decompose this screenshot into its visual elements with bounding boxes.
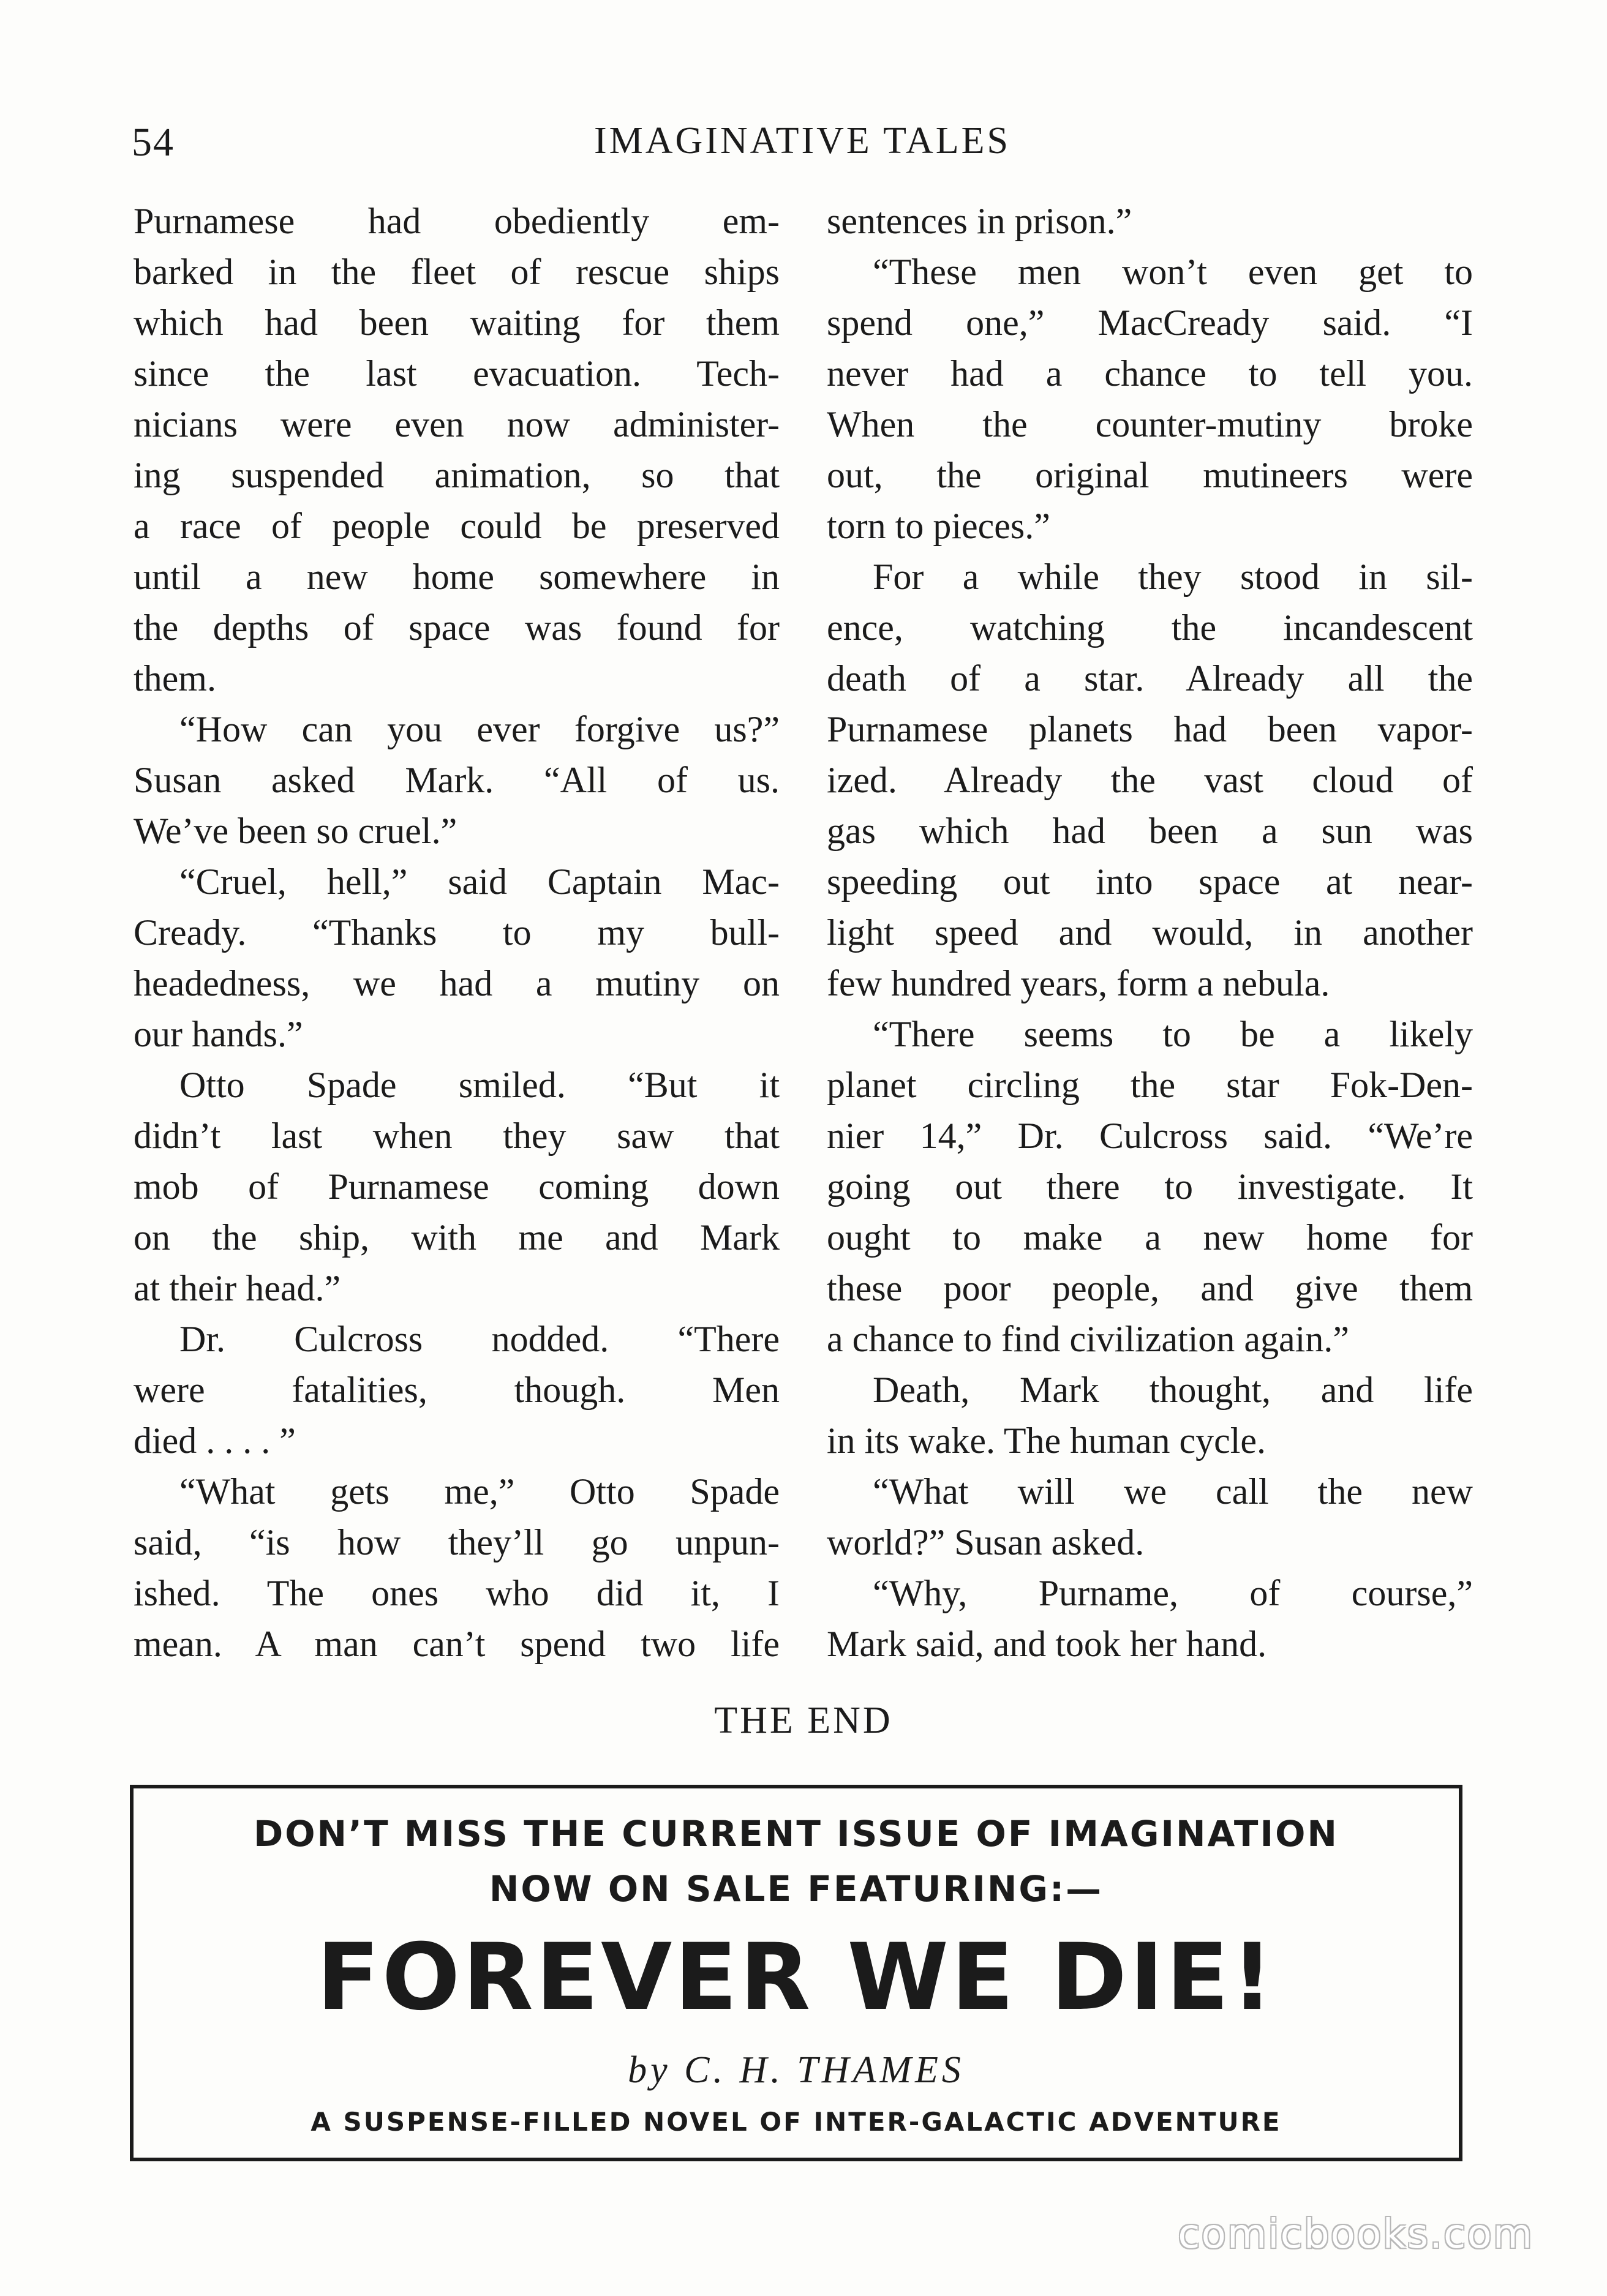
text-line: which had been waiting for them: [134, 302, 780, 343]
page-number: 54: [132, 120, 175, 165]
text-line: the depths of space was found for: [134, 607, 780, 648]
text-line: For a while they stood in sil-: [873, 557, 1473, 597]
text-line: out, the original mutineers were: [827, 455, 1473, 495]
text-line: didn’t last when they saw that: [134, 1116, 780, 1156]
text-line: on the ship, with me and Mark: [134, 1217, 780, 1258]
text-line: nicians were even now administer-: [134, 404, 780, 445]
text-line: “What will we call the new: [873, 1471, 1473, 1512]
text-line: our hands.”: [134, 1014, 303, 1054]
text-line: “Cruel, hell,” said Captain Mac-: [179, 861, 780, 902]
text-line: Death, Mark thought, and life: [873, 1370, 1473, 1410]
text-line: Dr. Culcross nodded. “There: [179, 1319, 780, 1359]
text-line: few hundred years, form a nebula.: [827, 963, 1330, 1004]
text-line: torn to pieces.”: [827, 506, 1050, 546]
text-line: a race of people could be preserved: [134, 506, 780, 546]
ad-tagline: A SUSPENSE-FILLED NOVEL OF INTER-GALACTIC ADVENTURE: [310, 2107, 1282, 2137]
text-column-left: [134, 196, 780, 1670]
text-line: ing suspended animation, so that: [134, 455, 780, 495]
text-line: “Why, Purname, of course,”: [873, 1573, 1473, 1613]
text-line: mob of Purnamese coming down: [134, 1166, 780, 1207]
text-line: Purnamese planets had been vapor-: [827, 709, 1473, 749]
text-line: said, “is how they’ll go unpun-: [134, 1522, 780, 1563]
ad-title: FOREVER WE DIE!: [317, 1924, 1276, 2031]
text-line: ought to make a new home for: [827, 1217, 1473, 1258]
text-line: “How can you ever forgive us?”: [179, 709, 780, 749]
text-line: sentences in prison.”: [827, 201, 1132, 241]
ad-subheadline: NOW ON SALE FEATURING:—: [489, 1868, 1104, 1910]
text-line: headedness, we had a mutiny on: [134, 963, 780, 1004]
text-line: When the counter-mutiny broke: [827, 404, 1473, 445]
text-column-right: [827, 196, 1473, 1670]
text-line: going out there to investigate. It: [827, 1166, 1473, 1207]
text-line: since the last evacuation. Tech-: [134, 353, 780, 394]
text-line: ished. The ones who did it, I: [134, 1573, 780, 1613]
ad-byline: by C. H. THAMES: [628, 2049, 965, 2091]
text-line: gas which had been a sun was: [827, 811, 1473, 851]
page-header: [132, 119, 1473, 174]
text-line: We’ve been so cruel.”: [134, 811, 457, 851]
text-line: “These men won’t even get to: [873, 252, 1473, 292]
text-line: planet circling the star Fok-Den-: [827, 1065, 1473, 1105]
the-end-label: THE END: [714, 1700, 893, 1741]
text-line: spend one,” MacCready said. “I: [827, 302, 1473, 343]
text-line: light speed and would, in another: [827, 912, 1473, 953]
text-line: “There seems to be a likely: [873, 1014, 1473, 1054]
text-line: them.: [134, 658, 216, 699]
text-line: nier 14,” Dr. Culcross said. “We’re: [827, 1116, 1473, 1156]
text-line: Mark said, and took her hand.: [827, 1624, 1267, 1664]
text-line: never had a chance to tell you.: [827, 353, 1473, 394]
text-line: until a new home somewhere in: [134, 557, 780, 597]
text-line: died . . . . ”: [134, 1420, 296, 1461]
text-line: world?” Susan asked.: [827, 1522, 1145, 1563]
text-line: Cready. “Thanks to my bull-: [134, 912, 780, 953]
text-line: speeding out into space at near-: [827, 861, 1473, 902]
running-head: IMAGINATIVE TALES: [593, 120, 1011, 162]
text-line: Otto Spade smiled. “But it: [179, 1065, 780, 1105]
text-line: ence, watching the incandescent: [827, 607, 1473, 648]
text-line: these poor people, and give them: [827, 1268, 1473, 1308]
text-line: “What gets me,” Otto Spade: [179, 1471, 780, 1512]
text-line: barked in the fleet of rescue ships: [134, 252, 780, 292]
text-line: ized. Already the vast cloud of: [827, 760, 1473, 800]
text-line: at their head.”: [134, 1268, 341, 1308]
text-line: Susan asked Mark. “All of us.: [134, 760, 780, 800]
advertisement-box: [130, 1785, 1462, 2161]
text-line: Purnamese had obediently em-: [134, 201, 780, 241]
ad-headline: DON’T MISS THE CURRENT ISSUE OF IMAGINATION: [254, 1813, 1339, 1855]
text-line: in its wake. The human cycle.: [827, 1420, 1266, 1461]
text-line: a chance to find civilization again.”: [827, 1319, 1349, 1359]
text-line: death of a star. Already all the: [827, 658, 1473, 699]
text-line: mean. A man can’t spend two life: [134, 1624, 780, 1664]
watermark: comicbooks.com: [1178, 2210, 1534, 2257]
text-line: were fatalities, though. Men: [134, 1370, 780, 1410]
